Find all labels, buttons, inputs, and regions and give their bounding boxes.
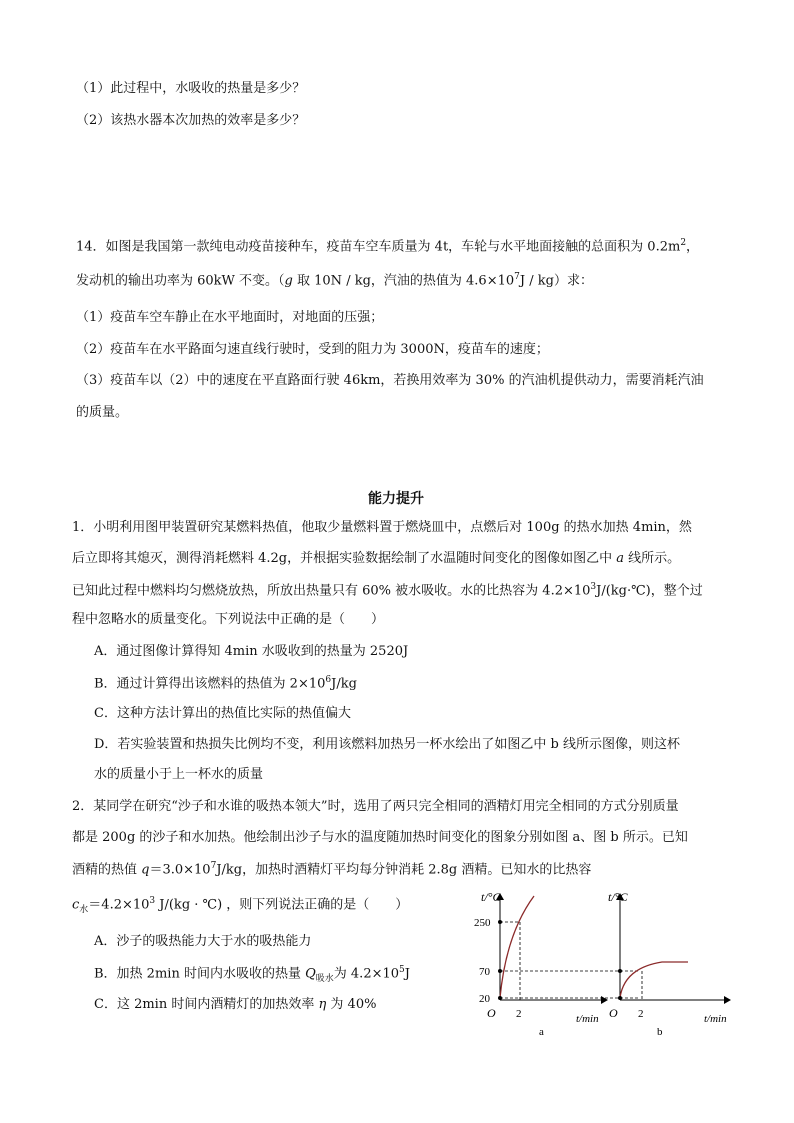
q2-line2: 都是 200g 的沙子和水加热。他绘制出沙子与水的温度随加热时间变化的图象分别如图 a、图 b 所示。已知 [72,830,688,845]
graph-b-origin: O [609,1006,618,1020]
q1-line1: 1．小明利用图甲装置研究某燃料热值，他取少量燃料置于燃烧皿中，点燃后对 100g 的热水加热 4min，然 [72,520,692,535]
q14-line2: 发动机的输出功率为 60kW 不变。（g 取 10N / kg，汽油的热值为 $4.6\times 10^7J / kg$）求： [76,272,593,289]
graph-a-x-tick-2: 2 [516,1008,522,1020]
graph-a-y-label: t/°C [481,890,501,904]
q14-sub2: （2）疫苗车在水平路面匀速直线行驶时，受到的阻力为 3000N，疫苗车的速度； [76,342,549,357]
graph-b-point-70 [618,969,622,973]
q2-line4: $c_水=4.2\times 10^3$ J/(kg · ℃) ，则下列说法正确的是（ ） [72,896,409,915]
q2-option-b: B．加热 2min 时间内水吸收的热量 $Q_{吸水}$为 $4.2\times 10^5J$ [94,965,410,984]
graph-b-x-tick-2: 2 [638,1008,644,1020]
graph-b-y-label: t/°C [608,890,628,904]
q2-line1: 2．某同学在研究“沙子和水谁的吸热本领大”时，选用了两只完全相同的酒精灯用完全相同的方式分别质量 [72,799,679,814]
graph-b-x-label: t/min [704,1013,727,1025]
graph-b-point-20 [618,996,622,1000]
graph-a-curve [500,896,534,998]
graph-b-caption: b [657,1026,663,1038]
q1-option-b: B．通过计算得出该燃料的热值为 $2\times 10^6J/kg$ [94,675,357,692]
prev-q-part2: （2）该热水器本次加热的效率是多少？ [76,113,306,128]
q1-option-d-line1: D．若实验装置和热损失比例均不变，利用该燃料加热另一杯水绘出了如图乙中 b 线所示图像，则这杯 [94,737,681,752]
q1-line4: 程中忽略水的质量变化。下列说法中正确的是（ ） [72,612,385,627]
graph-a-origin: O [487,1006,496,1020]
graph-a-x-label: t/min [576,1013,599,1025]
q2-option-a: A．沙子的吸热能力大于水的吸热能力 [94,934,312,949]
q2-option-c: C．这 2min 时间内酒精灯的加热效率 η 为 40% [94,997,377,1012]
graph-a-point-70 [498,969,502,973]
q14-sub3-line2: 的质量。 [76,405,129,420]
prev-q-part1: （1）此过程中，水吸收的热量是多少？ [76,81,306,96]
graph-a-tick-250: 250 [474,917,491,929]
graph-a-tick-20: 20 [479,993,490,1005]
graph-a-point-250 [498,920,502,924]
graph-a-point-20 [498,996,502,1000]
q1-option-d-line2: 水的质量小于上一杯水的质量 [94,767,264,782]
q14-sub1: （1）疫苗车空车静止在水平地面时，对地面的压强； [76,310,384,325]
q1-line2: 后立即将其熄灭，测得消耗燃料 4.2g，并根据实验数据绘制了水温随时间变化的图像如图乙中 a 线所示。 [72,551,681,566]
q1-line3: 已知此过程中燃料均匀燃烧放热，所放出热量只有 60% 被水吸收。水的比热容为 $4.2\times 10^3J/(kg\cdot℃)$，整个过 [72,582,703,599]
temperature-graphs-figure [462,884,752,1040]
q14-line1: 14．如图是我国第一款纯电动疫苗接种车，疫苗车空车质量为 4t，车轮与水平地面接触的总面积为 $0.2m^2$， [76,238,700,255]
q14-sub3-line1: （3）疫苗车以（2）中的速度在平直路面行驶 46km，若换用效率为 30% 的汽油机提供动力，需要消耗汽油 [76,373,704,388]
q1-option-c: C．这种方法计算出的热值比实际的热值偏大 [94,706,351,721]
section-title: 能力提升 [368,491,424,507]
graph-b-curve [620,962,688,998]
q1-option-a: A．通过图像计算得知 4min 水吸收到的热量为 2520J [94,644,409,659]
graph-a-tick-70: 70 [479,966,490,978]
graph-a-caption: a [539,1026,544,1038]
q2-line3: 酒精的热值 $q=3.0\times 10^7J/kg$，加热时酒精灯平均每分钟消耗 2.8g 酒精。已知水的比热容 [72,861,592,878]
